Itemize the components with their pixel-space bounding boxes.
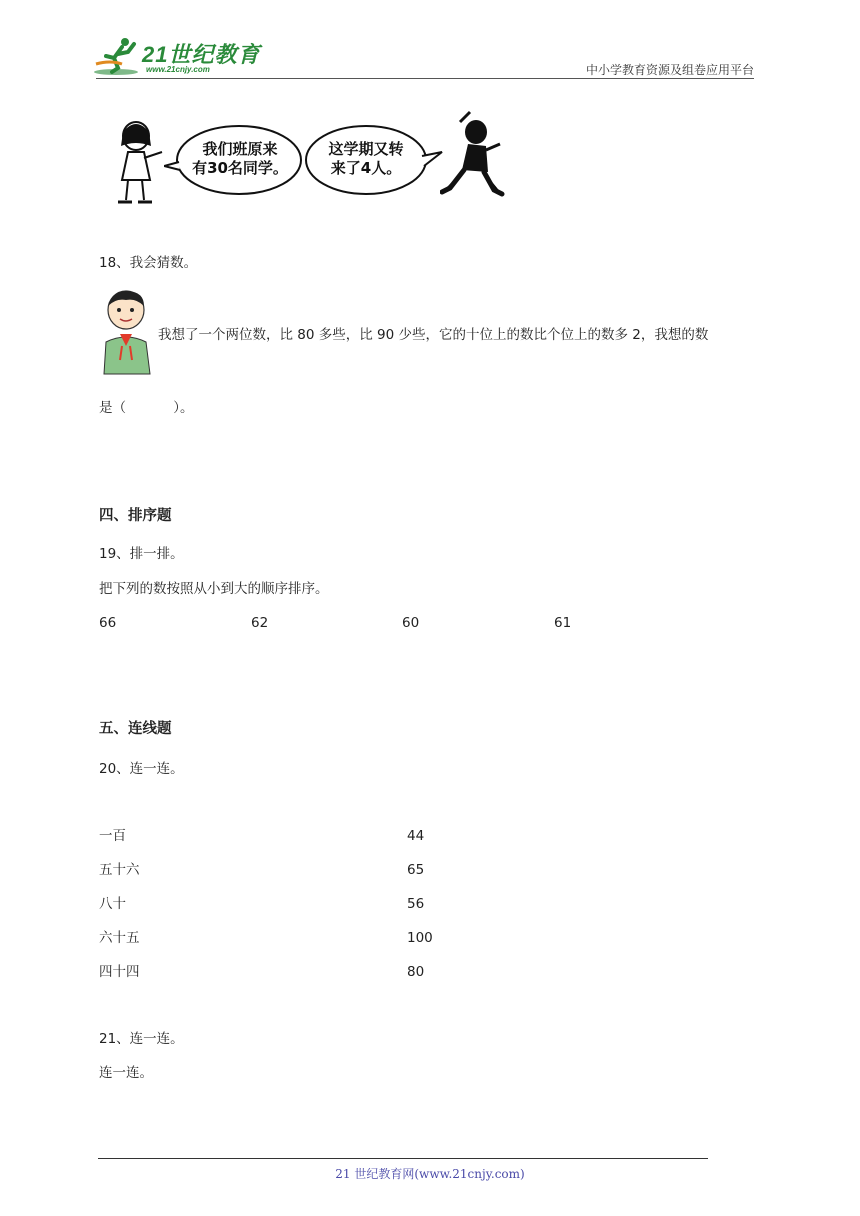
q19-number: 60: [402, 615, 420, 631]
q21-instruction: 连一连。: [99, 1065, 153, 1081]
match-left-item: 六十五: [99, 930, 140, 946]
logo-url: www.21cnjy.com: [146, 65, 210, 74]
match-right-item: 44: [407, 828, 425, 844]
q18-answer-blank: 是（ ）。: [99, 400, 194, 416]
running-boy-figure-icon: [440, 108, 510, 208]
bubble-right-line2: 来了4人。: [330, 159, 402, 177]
bubble-left-line1: 我们班原来: [202, 140, 278, 158]
bubble-left-text: [192, 140, 288, 178]
q19-instruction: 把下列的数按照从小到大的顺序排序。: [99, 581, 329, 597]
footer-text: 21 世纪教育网(www.21cnjy.com): [335, 1167, 525, 1181]
boy-avatar-icon: [98, 288, 156, 378]
section5-heading: 五、连线题: [99, 721, 172, 737]
q21-title: 21、连一连。: [99, 1031, 184, 1047]
match-right-item: 80: [407, 964, 425, 980]
header-platform-text: 中小学教育资源及组卷应用平台: [585, 63, 754, 77]
header-logo: [92, 34, 262, 78]
bubble-right-line1: 这学期又转: [328, 140, 404, 158]
bubble-right-text: [316, 140, 416, 178]
q18-text: 我想了一个两位数，比 80 多些，比 90 少些，它的十位上的数比个位上的数多 2，我想的数: [158, 327, 709, 343]
match-right-item: 65: [407, 862, 425, 878]
runner-logo-icon: [92, 34, 144, 78]
match-right-item: 100: [407, 930, 433, 946]
match-left-item: 四十四: [99, 964, 140, 980]
q19-number: 62: [251, 615, 269, 631]
q19-number: 61: [554, 615, 572, 631]
girl-figure-icon: [108, 118, 168, 218]
logo-title: 21世纪教育: [142, 42, 261, 67]
match-right-item: 56: [407, 896, 425, 912]
header-divider: [96, 78, 754, 79]
match-left-item: 一百: [99, 828, 126, 844]
match-left-item: 八十: [99, 896, 126, 912]
q19-title: 19、排一排。: [99, 546, 184, 562]
q19-number: 66: [99, 615, 117, 631]
footer-divider: [98, 1158, 708, 1159]
q20-title: 20、连一连。: [99, 761, 184, 777]
bubble-left-line2: 有30名同学。: [192, 159, 288, 177]
q18-title: 18、我会猜数。: [99, 255, 198, 271]
section4-heading: 四、排序题: [99, 508, 172, 524]
match-left-item: 五十六: [99, 862, 140, 878]
classroom-illustration: [108, 108, 518, 208]
